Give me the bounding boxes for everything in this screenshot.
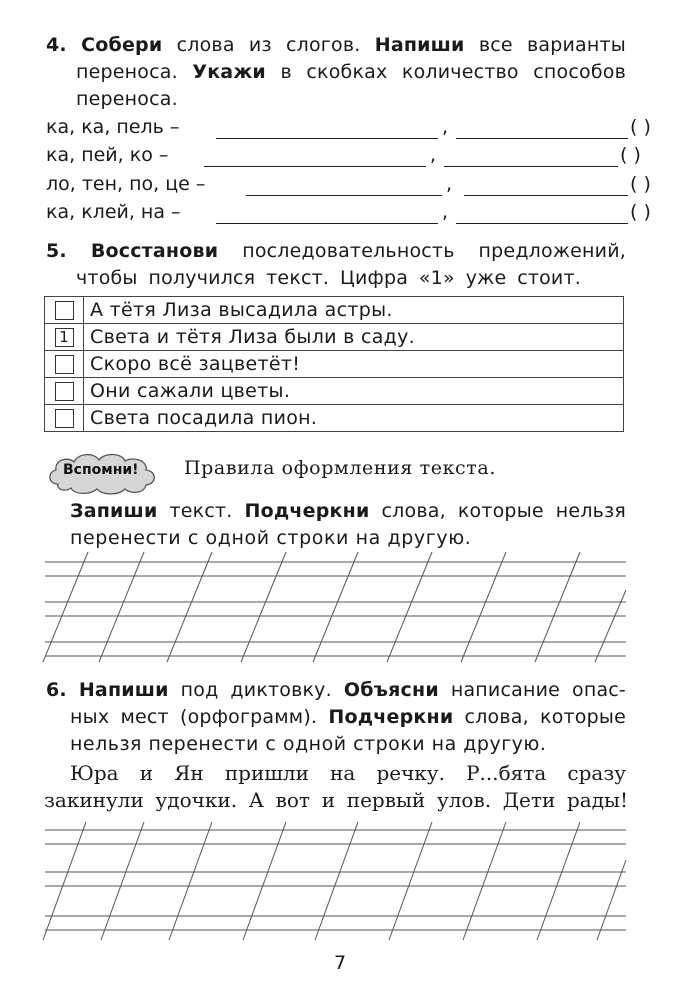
answer-line-2[interactable] xyxy=(456,223,628,224)
handwriting-grid[interactable] xyxy=(40,550,630,665)
task5-instruction-line1 xyxy=(46,238,626,265)
answer-line-2[interactable] xyxy=(444,166,618,167)
task5-verb-write: Запиши xyxy=(70,500,158,522)
task5-write-line2: перенести с одной строки на другую. xyxy=(70,527,472,549)
syllable-row xyxy=(46,201,651,229)
task6-verb-underline: Подчеркни xyxy=(328,706,454,728)
order-cell[interactable] xyxy=(45,378,84,405)
comma: , xyxy=(442,116,449,138)
task4-verb-indicate: Укажи xyxy=(192,61,266,83)
count-parentheses[interactable]: ( ) xyxy=(630,116,651,138)
order-cell[interactable] xyxy=(45,405,84,432)
task6-number: 6. xyxy=(46,679,67,701)
task4-verb-write: Напиши xyxy=(374,34,465,56)
syllables-label: ка, пей, ко – xyxy=(46,144,169,166)
dictation-line1: Юра и Ян пришли на речку. Р...бята сразу xyxy=(70,761,626,785)
task4-text: все варианты xyxy=(478,34,626,56)
order-cell[interactable] xyxy=(45,324,84,351)
dictation-line2: закинули удочки. А вот и первый улов. Дети рады! xyxy=(44,788,628,812)
task4-verb-collect: Собери xyxy=(81,34,163,56)
task6-text: написание опас- xyxy=(450,679,626,701)
task5-text: текст. xyxy=(169,500,233,522)
syllable-row xyxy=(46,116,651,144)
order-box[interactable] xyxy=(55,355,74,374)
syllable-row xyxy=(46,173,651,201)
task5-number: 5. xyxy=(46,240,67,262)
count-parentheses[interactable]: ( ) xyxy=(630,173,651,195)
task4-instruction-line2 xyxy=(76,59,626,86)
syllables-label: ло, тен, по, це – xyxy=(46,173,206,195)
syllables-label: ка, ка, пель – xyxy=(46,116,180,138)
task6-verb-write: Напиши xyxy=(78,679,169,701)
comma: , xyxy=(446,173,453,195)
task4-instruction-line3: переноса. xyxy=(76,88,178,110)
task5-instruction-line2: чтобы получился текст. Цифра «1» уже стоит. xyxy=(76,267,581,289)
task5-text: последовательность предложений, xyxy=(242,240,626,262)
table-row xyxy=(45,324,624,351)
task6-text: слова, которые xyxy=(464,706,626,728)
task4-instruction-line1 xyxy=(46,32,626,59)
task5-write-line1 xyxy=(70,498,626,525)
page-number: 7 xyxy=(333,952,347,974)
table-row xyxy=(45,378,624,405)
task6-text: ных мест (орфограмм). xyxy=(70,706,318,728)
count-parentheses[interactable]: ( ) xyxy=(630,201,651,223)
comma: , xyxy=(430,144,437,166)
task4-text: слова из слогов. xyxy=(176,34,361,56)
sentence-text: Света посадила пион. xyxy=(84,405,624,432)
table-row xyxy=(45,405,624,432)
order-box[interactable] xyxy=(55,301,74,320)
task5-verb-underline: Подчеркни xyxy=(244,500,370,522)
table-row xyxy=(45,297,624,324)
order-cell[interactable] xyxy=(45,351,84,378)
task6-instruction-line1 xyxy=(46,677,626,704)
order-cell[interactable] xyxy=(45,297,84,324)
task4-text: в скобках количество способов xyxy=(280,61,626,83)
remember-text: Правила оформления текста. xyxy=(184,457,496,479)
remember-label: Вспомни! xyxy=(63,462,139,478)
order-box[interactable]: 1 xyxy=(55,328,74,347)
answer-line-1[interactable] xyxy=(204,166,426,167)
task5-verb-restore: Восстанови xyxy=(90,240,219,262)
task6-verb-explain: Объясни xyxy=(343,679,439,701)
sentence-text: А тётя Лиза высадила астры. xyxy=(84,297,624,324)
count-parentheses[interactable]: ( ) xyxy=(620,144,641,166)
answer-line-2[interactable] xyxy=(464,195,628,196)
sentence-text: Света и тётя Лиза были в саду. xyxy=(84,324,624,351)
order-box[interactable] xyxy=(55,409,74,428)
task6-text: под диктовку. xyxy=(180,679,332,701)
table-row xyxy=(45,351,624,378)
syllables-label: ка, клей, на – xyxy=(46,201,181,223)
handwriting-grid[interactable] xyxy=(40,820,630,945)
remember-badge xyxy=(44,448,162,496)
task5-text: слова, которые нельзя xyxy=(381,500,626,522)
answer-line-1[interactable] xyxy=(216,223,438,224)
task6-instruction-line3: нельзя перенести с одной строки на другую. xyxy=(70,733,547,755)
answer-line-1[interactable] xyxy=(216,138,438,139)
sentence-text: Они сажали цветы. xyxy=(84,378,624,405)
answer-line-1[interactable] xyxy=(246,195,442,196)
sentence-text: Скоро всё зацветёт! xyxy=(84,351,624,378)
task6-instruction-line2 xyxy=(70,704,626,731)
order-box[interactable] xyxy=(55,382,74,401)
task4-text: переноса. xyxy=(76,61,178,83)
sentence-order-table xyxy=(44,296,624,432)
syllable-row xyxy=(46,144,641,172)
comma: , xyxy=(442,201,449,223)
answer-line-2[interactable] xyxy=(456,138,628,139)
task4-number: 4. xyxy=(46,34,67,56)
